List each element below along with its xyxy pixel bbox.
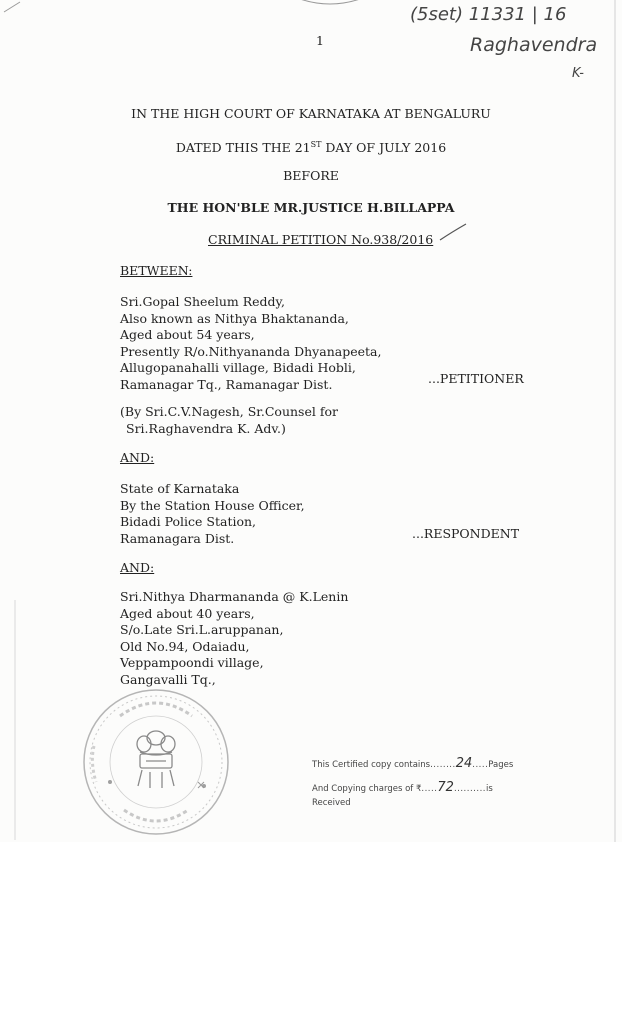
counsel-line: Sri.Raghavendra K. Adv.)	[126, 420, 286, 436]
petitioner-line: Also known as Nithya Bhaktananda,	[120, 310, 349, 326]
respondent-block	[120, 481, 305, 547]
respondent-line: State of Karnataka	[120, 481, 240, 496]
handwritten-case-ref: (5set) 11331 | 16	[410, 4, 567, 25]
page-edge	[614, 0, 616, 842]
certificate-pages-value: 24	[455, 756, 473, 771]
petition-number: CRIMINAL PETITION No.938/2016	[208, 232, 434, 247]
top-stamp-mark	[290, 0, 370, 10]
certificate-dots: ..........	[453, 784, 486, 794]
petitioner-line: Aged about 54 years,	[120, 327, 255, 342]
petitioner-role: ...PETITIONER	[428, 371, 524, 386]
certificate-charges-value: 72	[437, 780, 454, 795]
petitioner-line: Sri.Gopal Sheelum Reddy,	[120, 294, 285, 309]
certificate-prefix: This Certified copy contains	[312, 760, 431, 770]
respondent-line: Ramanagara Dist.	[120, 530, 235, 546]
third-party-line: S/o.Late Sri.L.aruppanan,	[120, 622, 284, 637]
petitioner-block	[120, 294, 381, 393]
before-heading: BEFORE	[283, 168, 339, 183]
certificate-dots: ........	[430, 760, 456, 770]
certificate-pages-label: Pages	[488, 760, 514, 770]
dated-sup: ST	[310, 140, 322, 149]
certificate-received: Received	[312, 798, 351, 808]
handwritten-name: Raghavendra	[470, 34, 598, 56]
third-party-line: Old No.94, Odaiadu,	[120, 638, 250, 654]
respondent-line: Bidadi Police Station,	[120, 514, 257, 529]
certificate-line-2	[312, 780, 493, 795]
dated-line	[0, 137, 622, 156]
third-party-block	[120, 589, 348, 688]
handwritten-initial: K-	[572, 66, 584, 81]
third-party-line: Aged about 40 years,	[120, 605, 255, 621]
certificate-charges-suffix: is	[485, 784, 493, 794]
respondent-role: ...RESPONDENT	[412, 526, 520, 541]
tick-mark	[438, 222, 468, 242]
petitioner-line: Ramanagar Tq., Ramanagar Dist.	[120, 376, 333, 392]
petitioner-line: Presently R/o.Nithyananda Dhyanapeeta,	[120, 343, 382, 359]
certificate-dots: .....	[421, 784, 438, 794]
dated-prefix: DATED THIS THE 21	[175, 140, 311, 156]
dated-suffix: DAY OF JULY 2016	[321, 140, 447, 156]
corner-mark	[0, 0, 24, 14]
petitioner-line: Allugopanahalli village, Bidadi Hobli,	[120, 360, 356, 375]
counsel-line: (By Sri.C.V.Nagesh, Sr.Counsel for	[120, 404, 338, 419]
and-heading: AND:	[120, 450, 155, 465]
third-party-line: Sri.Nithya Dharmananda @ K.Lenin	[120, 589, 349, 604]
between-heading: BETWEEN:	[120, 263, 193, 278]
court-title: IN THE HIGH COURT OF KARNATAKA AT BENGALURU	[131, 106, 491, 121]
page-number: 1	[316, 33, 324, 48]
court-seal-icon	[80, 686, 232, 838]
counsel-block	[120, 404, 338, 437]
certificate-dots: .....	[472, 760, 489, 770]
judge-name: THE HON'BLE MR.JUSTICE H.BILLAPPA	[167, 200, 455, 215]
certificate-charges-prefix: And Copying charges of ₹	[312, 784, 422, 794]
third-party-line: Veppampoondi village,	[120, 655, 264, 670]
respondent-line: By the Station House Officer,	[120, 497, 305, 513]
and-heading: AND:	[120, 560, 155, 575]
third-party-line: Gangavalli Tq.,	[120, 671, 216, 687]
certificate-line-1	[312, 756, 513, 771]
page-edge	[14, 600, 16, 840]
